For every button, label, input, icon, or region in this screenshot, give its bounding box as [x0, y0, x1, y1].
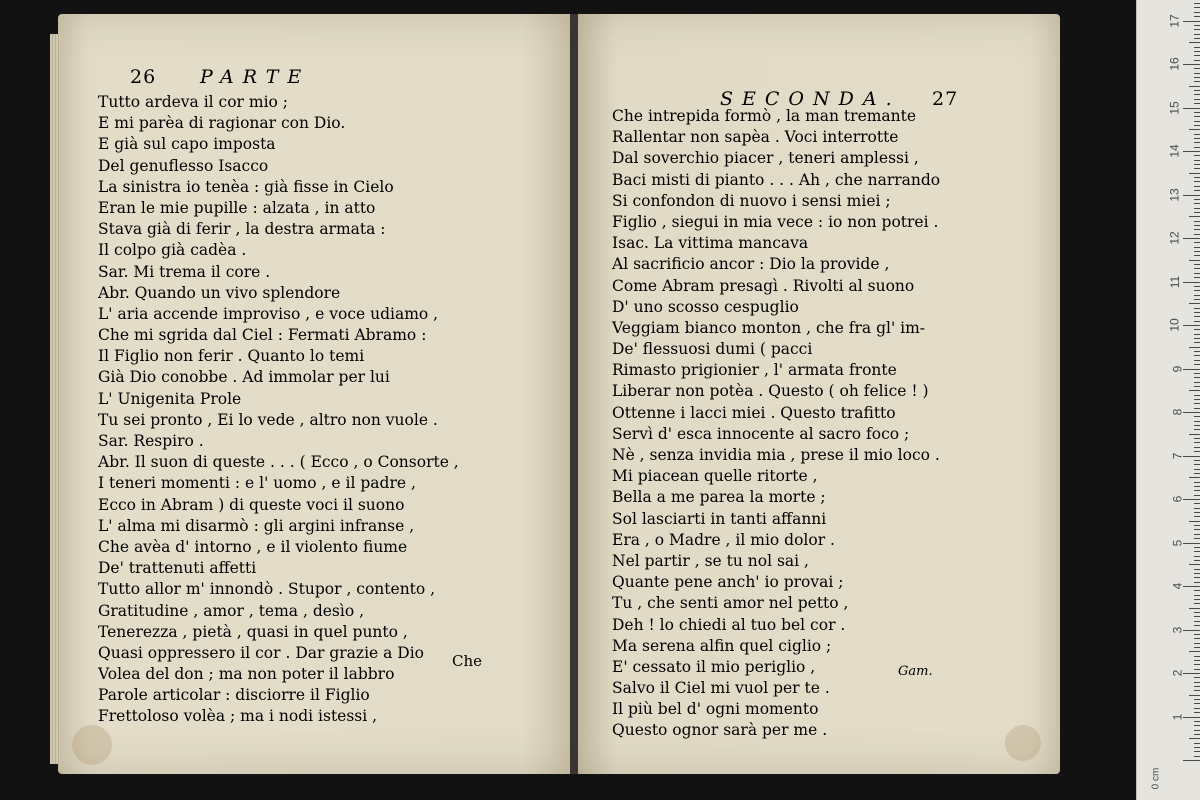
ruler-tick: [1183, 543, 1200, 544]
ruler-tick: [1194, 525, 1200, 526]
ruler-tick: [1194, 503, 1200, 504]
ruler-tick: [1189, 216, 1200, 217]
ruler-tick: [1194, 386, 1200, 387]
text-line: Abr. Quando un vivo splendore: [98, 283, 341, 302]
ruler-number: 2: [1170, 669, 1185, 677]
ruler-tick: [1183, 282, 1200, 283]
ruler-tick: [1189, 695, 1200, 696]
text-line: La sinistra io tenèa : già fisse in Cielo: [98, 177, 394, 196]
ruler-tick: [1194, 403, 1200, 404]
page-edges: [50, 34, 60, 764]
text-line: Dal soverchio piacer , teneri amplessi ,: [612, 149, 919, 168]
ruler-number: 17: [1167, 13, 1182, 28]
text-line: Volea del don ; ma non poter il labbro: [98, 665, 395, 684]
ruler-tick: [1194, 138, 1200, 139]
ruler-tick: [1194, 425, 1200, 426]
text-line: Il colpo già cadèa .: [98, 241, 247, 260]
ruler-tick: [1194, 99, 1200, 100]
text-line: E già sul capo imposta: [98, 135, 276, 154]
ruler-tick: [1194, 199, 1200, 200]
text-line: Che avèa d' intorno , e il violento fiume: [98, 537, 408, 556]
ruler-tick: [1183, 108, 1200, 109]
text-line: Del genuflesso Isacco: [98, 156, 269, 175]
ruler-tick: [1194, 643, 1200, 644]
ruler-number: 15: [1167, 100, 1182, 115]
ruler-tick: [1194, 268, 1200, 269]
text-line: Nel partir , se tu nol sai ,: [612, 551, 809, 570]
text-line: E mi parèa di ragionar con Dio.: [98, 114, 346, 133]
ruler-tick: [1194, 664, 1200, 665]
ruler-tick: [1194, 316, 1200, 317]
ruler-tick: [1194, 621, 1200, 622]
ruler-tick: [1194, 112, 1200, 113]
left-running-head: PARTE: [200, 66, 311, 88]
ruler-number: 12: [1167, 231, 1182, 245]
text-line: Veggiam bianco monton , che fra gl' im-: [612, 318, 926, 337]
text-line: De' trattenuti affetti: [98, 559, 257, 578]
ruler-tick: [1194, 77, 1200, 78]
text-line: Tutto ardeva il cor mio ;: [98, 93, 289, 111]
text-line: Tenerezza , pietà , quasi in quel punto ,: [98, 622, 408, 641]
ruler-tick: [1194, 751, 1200, 752]
ruler-number: 8: [1170, 408, 1185, 416]
ruler-tick: [1194, 221, 1200, 222]
text-line: Mi piacean quelle ritorte ,: [612, 467, 818, 486]
ruler-tick: [1194, 473, 1200, 474]
ruler-tick: [1194, 364, 1200, 365]
ruler-tick: [1194, 734, 1200, 735]
ruler-tick: [1194, 438, 1200, 439]
ruler-tick: [1194, 360, 1200, 361]
ruler-tick: [1183, 456, 1200, 457]
ruler-tick: [1194, 38, 1200, 39]
text-line: Frettoloso volèa ; ma i nodi istessi ,: [98, 707, 378, 726]
ruler-tick: [1194, 295, 1200, 296]
ruler-tick: [1194, 590, 1200, 591]
ruler-tick: [1194, 55, 1200, 56]
text-line: Al sacrificio ancor : Dio la provide ,: [612, 255, 890, 274]
ruler-tick: [1194, 255, 1200, 256]
ruler-tick: [1194, 421, 1200, 422]
ruler-tick: [1194, 125, 1200, 126]
ruler-tick: [1194, 68, 1200, 69]
text-line: Ma serena alfin quel ciglio ;: [612, 636, 832, 655]
ruler-tick: [1194, 582, 1200, 583]
ruler-tick: [1183, 21, 1200, 22]
ruler-tick: [1183, 673, 1200, 674]
text-line: Tutto allor m' innondò . Stupor , contento ,: [98, 580, 436, 599]
ruler-tick: [1194, 725, 1200, 726]
ruler-tick: [1194, 121, 1200, 122]
ruler-tick: [1194, 116, 1200, 117]
ruler-tick: [1194, 355, 1200, 356]
ruler-tick: [1189, 738, 1200, 739]
ruler-tick: [1194, 181, 1200, 182]
ruler-tick: [1194, 234, 1200, 235]
ruler-tick: [1189, 303, 1200, 304]
ruler-number: 1: [1170, 713, 1185, 720]
text-line: Come Abram presagì . Rivolti al suono: [612, 276, 915, 295]
ruler-tick: [1194, 625, 1200, 626]
ruler-tick: [1194, 190, 1200, 191]
text-line: L' aria accende improviso , e voce udiamo ,: [98, 304, 439, 323]
ruler-tick: [1194, 534, 1200, 535]
ruler-tick: [1194, 290, 1200, 291]
ruler-tick: [1194, 90, 1200, 91]
ruler-tick: [1194, 599, 1200, 600]
ruler-tick: [1194, 634, 1200, 635]
text-line: Si confondon di nuovo i sensi miei ;: [612, 191, 891, 210]
right-running-head: SECONDA.: [720, 88, 901, 110]
ruler-tick: [1194, 703, 1200, 704]
text-line: Gratitudine , amor , tema , desìo ,: [98, 601, 365, 620]
ruler-tick: [1194, 160, 1200, 161]
text-line: E' cessato il mio periglio ,: [612, 657, 816, 676]
ruler-tick: [1194, 669, 1200, 670]
ruler-tick: [1194, 429, 1200, 430]
text-line: Servì d' esca innocente al sacro foco ;: [612, 424, 910, 443]
right-page-text: [612, 106, 1012, 742]
text-line: Eran le mie pupille : alzata , in atto: [98, 198, 376, 217]
ruler-tick: [1194, 334, 1200, 335]
ruler-tick: [1183, 717, 1200, 718]
ruler-tick: [1194, 656, 1200, 657]
text-line: Bella a me parea la morte ;: [612, 488, 826, 507]
ruler-tick: [1194, 569, 1200, 570]
ruler-tick: [1194, 329, 1200, 330]
ruler-tick: [1194, 60, 1200, 61]
ruler-number: 4: [1170, 582, 1185, 590]
ruler-tick: [1194, 547, 1200, 548]
ruler-tick: [1194, 186, 1200, 187]
text-line: Rallentar non sapèa . Voci interrotte: [612, 128, 899, 147]
ruler-tick: [1194, 538, 1200, 539]
ruler-tick: [1194, 551, 1200, 552]
ruler-tick: [1194, 168, 1200, 169]
text-line: Questo ognor sarà per me .: [612, 721, 828, 740]
ruler-tick: [1194, 264, 1200, 265]
ruler-number: 6: [1170, 495, 1185, 503]
ruler-tick: [1194, 308, 1200, 309]
ruler-tick: [1194, 29, 1200, 30]
text-line: Liberar non potèa . Questo ( oh felice ! ): [612, 382, 929, 401]
text-line: L' Unigenita Prole: [98, 389, 242, 408]
ruler-tick: [1194, 721, 1200, 722]
text-line: Isac. La vittima mancava: [612, 234, 809, 253]
ruler-tick: [1194, 469, 1200, 470]
ruler-tick: [1194, 142, 1200, 143]
ruler-tick: [1194, 460, 1200, 461]
text-line: Quasi oppressero il cor . Dar grazie a Dio: [98, 643, 425, 662]
ruler-tick: [1194, 377, 1200, 378]
text-line: Parole articolar : disciorre il Figlio: [98, 686, 370, 705]
ruler-number: 3: [1170, 626, 1185, 633]
ruler-tick: [1189, 564, 1200, 565]
ruler-number: 14: [1167, 144, 1182, 158]
ruler-number: 5: [1170, 539, 1185, 546]
ruler-tick: [1194, 251, 1200, 252]
ruler-tick: [1194, 134, 1200, 135]
text-line: De' flessuosi dumi ( pacci: [612, 340, 813, 359]
text-line: Quante pene anch' io provai ;: [612, 573, 844, 592]
ruler-tick: [1194, 495, 1200, 496]
ruler-number: 13: [1167, 187, 1182, 202]
ruler-tick: [1194, 94, 1200, 95]
ruler-tick: [1194, 682, 1200, 683]
text-line: Sar. Respiro .: [98, 432, 204, 450]
text-line: Rimasto prigionier , l' armata fronte: [612, 361, 897, 380]
left-page-text: [98, 92, 518, 728]
ruler-tick: [1194, 447, 1200, 448]
right-page-number: 27: [932, 88, 959, 110]
ruler-tick: [1189, 173, 1200, 174]
ruler-tick: [1194, 690, 1200, 691]
ruler-tick: [1194, 442, 1200, 443]
ruler-number: 10: [1167, 318, 1182, 332]
ruler-tick: [1194, 3, 1200, 4]
ruler-tick: [1194, 81, 1200, 82]
ruler-tick: [1189, 260, 1200, 261]
ruler-tick: [1194, 203, 1200, 204]
ruler-tick: [1189, 434, 1200, 435]
ruler-unit-label: 0 cm: [1150, 767, 1162, 790]
ruler-tick: [1194, 660, 1200, 661]
ruler-tick: [1183, 151, 1200, 152]
ruler-tick: [1194, 516, 1200, 517]
ruler-tick: [1194, 560, 1200, 561]
ruler-tick: [1194, 164, 1200, 165]
ruler-tick: [1194, 756, 1200, 757]
ruler-tick: [1194, 508, 1200, 509]
ruler-tick: [1194, 451, 1200, 452]
ruler-number: 7: [1170, 452, 1185, 459]
ruler-tick: [1194, 395, 1200, 396]
text-line: Abr. Il suon di queste . . . ( Ecco , o Consorte ,: [98, 453, 459, 472]
text-line: Già Dio conobbe . Ad immolar per lui: [98, 368, 390, 387]
ruler-tick: [1189, 42, 1200, 43]
ruler-tick: [1194, 12, 1200, 13]
ruler-tick: [1194, 647, 1200, 648]
text-line: Tu sei pronto , Ei lo vede , altro non vuole .: [98, 410, 438, 429]
ruler-tick: [1194, 299, 1200, 300]
ruler-tick: [1189, 608, 1200, 609]
ruler-tick: [1194, 416, 1200, 417]
ruler-tick: [1183, 586, 1200, 587]
ruler-tick: [1194, 708, 1200, 709]
text-line: Figlio , siegui in mia vece : io non potrei .: [612, 212, 939, 231]
ruler-tick: [1194, 103, 1200, 104]
text-line: Che mi sgrida dal Ciel : Fermati Abramo :: [98, 326, 427, 345]
ruler-tick: [1194, 382, 1200, 383]
ruler-tick: [1194, 730, 1200, 731]
ruler-tick: [1189, 129, 1200, 130]
ruler-tick: [1189, 347, 1200, 348]
ruler-tick: [1194, 177, 1200, 178]
ruler-tick: [1194, 408, 1200, 409]
ruler-number: 16: [1167, 57, 1182, 71]
ruler-tick: [1183, 499, 1200, 500]
ruler-tick: [1194, 212, 1200, 213]
ruler-tick: [1189, 651, 1200, 652]
ruler-tick: [1194, 556, 1200, 557]
ruler-tick: [1194, 25, 1200, 26]
ruler-number: 11: [1167, 275, 1182, 288]
text-line: Ecco in Abram ) di queste voci il suono: [98, 495, 405, 514]
left-page-number: 26: [130, 66, 157, 88]
ruler-tick: [1194, 338, 1200, 339]
text-line: Stava già di ferir , la destra armata :: [98, 220, 386, 239]
ruler-tick: [1194, 616, 1200, 617]
text-line: L' alma mi disarmò : gli argini infranse ,: [98, 516, 415, 535]
ruler-tick: [1194, 490, 1200, 491]
ruler-tick: [1194, 638, 1200, 639]
ruler-tick: [1194, 482, 1200, 483]
ruler-tick: [1189, 390, 1200, 391]
ruler-tick: [1194, 208, 1200, 209]
ruler-tick: [1194, 321, 1200, 322]
ruler-tick: [1183, 195, 1200, 196]
text-line: D' uno scosso cespuglio: [612, 297, 799, 316]
ruler-tick: [1194, 399, 1200, 400]
left-catchword: Che: [452, 652, 483, 670]
ruler-tick: [1194, 595, 1200, 596]
text-line: Ottenne i lacci miei . Questo trafitto: [612, 403, 896, 422]
ruler-tick: [1194, 342, 1200, 343]
ruler-tick: [1194, 34, 1200, 35]
ruler-tick: [1183, 760, 1200, 761]
text-line: Il Figlio non ferir . Quanto lo temi: [98, 347, 365, 366]
ruler-tick: [1194, 686, 1200, 687]
ruler-number: 9: [1170, 365, 1185, 372]
text-line: I teneri momenti : e l' uomo , e il padre ,: [98, 474, 416, 493]
ruler-tick: [1194, 155, 1200, 156]
ruler-tick: [1183, 325, 1200, 326]
ruler-tick: [1194, 47, 1200, 48]
ruler-tick: [1194, 73, 1200, 74]
ruler-tick: [1194, 242, 1200, 243]
ruler-tick: [1194, 373, 1200, 374]
text-line: Baci misti di pianto . . . Ah , che narrando: [612, 170, 941, 189]
ruler-tick: [1194, 747, 1200, 748]
ruler-tick: [1194, 229, 1200, 230]
text-line: Tu , che senti amor nel petto ,: [612, 594, 849, 613]
ruler-tick: [1194, 351, 1200, 352]
ruler-tick: [1194, 512, 1200, 513]
ruler-tick: [1194, 612, 1200, 613]
ruler-tick: [1183, 412, 1200, 413]
ruler-tick: [1194, 51, 1200, 52]
ruler-tick: [1189, 86, 1200, 87]
text-line: Nè , senza invidia mia , prese il mio loco .: [612, 446, 940, 464]
ruler-tick: [1194, 312, 1200, 313]
ruler-tick: [1189, 521, 1200, 522]
text-line: Il più bel d' ogni momento: [612, 700, 819, 719]
text-line: Che intrepida formò , la man tremante: [612, 107, 917, 125]
text-line: Sar. Mi trema il core .: [98, 262, 271, 281]
ruler-tick: [1194, 7, 1200, 8]
ruler-tick: [1183, 369, 1200, 370]
foxing-stain: [72, 725, 112, 765]
ruler-tick: [1194, 225, 1200, 226]
right-catchword: Gam.: [898, 664, 933, 679]
ruler-tick: [1194, 712, 1200, 713]
ruler-tick: [1194, 486, 1200, 487]
ruler-tick: [1194, 147, 1200, 148]
ruler-tick: [1183, 630, 1200, 631]
text-line: Deh ! lo chiedi al tuo bel cor .: [612, 615, 846, 634]
ruler-tick: [1194, 529, 1200, 530]
text-line: Sol lasciarti in tanti affanni: [612, 509, 827, 528]
ruler-tick: [1183, 64, 1200, 65]
ruler-tick: [1194, 273, 1200, 274]
text-line: Era , o Madre , il mio dolor .: [612, 530, 835, 549]
measuring-ruler: [1136, 0, 1200, 800]
ruler-tick: [1194, 277, 1200, 278]
text-line: Salvo il Ciel mi vuol per te .: [612, 679, 830, 698]
ruler-tick: [1189, 477, 1200, 478]
ruler-tick: [1194, 464, 1200, 465]
ruler-tick: [1183, 238, 1200, 239]
ruler-tick: [1194, 603, 1200, 604]
ruler-tick: [1194, 699, 1200, 700]
ruler-tick: [1194, 573, 1200, 574]
ruler-tick: [1194, 677, 1200, 678]
ruler-tick: [1194, 247, 1200, 248]
ruler-tick: [1194, 286, 1200, 287]
ruler-tick: [1194, 743, 1200, 744]
ruler-tick: [1194, 577, 1200, 578]
ruler-tick: [1194, 16, 1200, 17]
